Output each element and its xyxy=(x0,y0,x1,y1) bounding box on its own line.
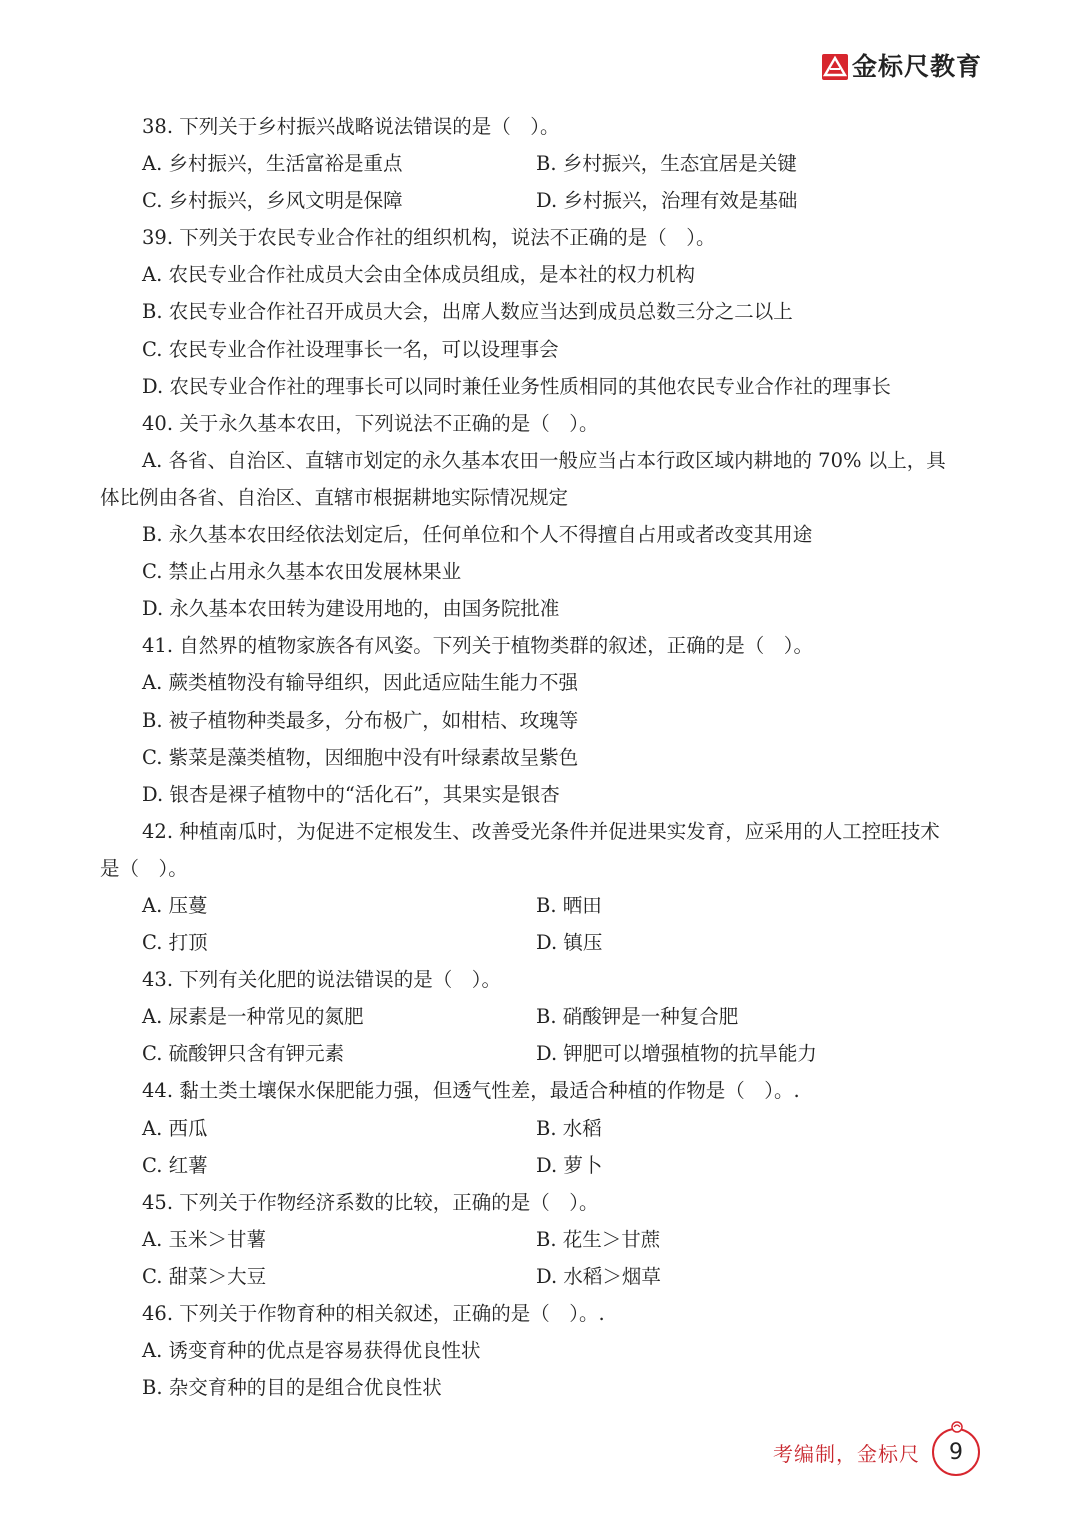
option-a: A. 玉米＞甘薯 xyxy=(142,1227,266,1251)
option-a: A. 各省、自治区、直辖市划定的永久基本农田一般应当占本行政区域内耕地的 70% 以上，具 xyxy=(142,448,946,472)
option-a: A. 乡村振兴，生活富裕是重点 xyxy=(142,152,403,176)
option-a: A. 蕨类植物没有输导组织，因此适应陆生能力不强 xyxy=(142,671,578,695)
option-b: B. 晒田 xyxy=(536,893,602,917)
option-c: C. 农民专业合作社设理事长一名，可以设理事会 xyxy=(142,337,559,361)
option-c: C. 甜菜＞大豆 xyxy=(142,1264,267,1288)
option-row xyxy=(100,145,982,182)
option-a-continued: 体比例由各省、自治区、直辖市根据耕地实际情况规定 xyxy=(100,485,569,509)
option-d: D. 水稻＞烟草 xyxy=(536,1264,661,1288)
option-row xyxy=(100,1147,982,1184)
option-d: D. 钾肥可以增强植物的抗旱能力 xyxy=(536,1042,817,1066)
option-row xyxy=(100,1035,982,1072)
option-c: C. 打顶 xyxy=(142,931,208,955)
option-row xyxy=(100,887,982,924)
option-b: B. 被子植物种类最多，分布极广，如柑桔、玫瑰等 xyxy=(142,708,579,732)
page-footer xyxy=(773,1428,980,1476)
question-stem: 39. 下列关于农民专业合作社的组织机构，说法不正确的是（ ）。 xyxy=(142,226,716,250)
question-list xyxy=(100,108,982,1406)
option-d: D. 永久基本农田转为建设用地的，由国务院批准 xyxy=(142,597,560,621)
option-row xyxy=(100,998,982,1035)
page-number-badge xyxy=(932,1428,980,1476)
brand-name: 金标尺教育 xyxy=(851,52,982,81)
option-c: C. 禁止占用永久基本农田发展林果业 xyxy=(142,560,462,584)
footer-slogan: 考编制，金标尺 xyxy=(773,1441,920,1466)
option-c: C. 乡村振兴，乡风文明是保障 xyxy=(142,189,403,213)
option-b: B. 永久基本农田经依法划定后，任何单位和个人不得擅自占用或者改变其用途 xyxy=(142,523,813,547)
option-d: D. 镇压 xyxy=(536,931,603,955)
option-b: B. 乡村振兴，生态宜居是关键 xyxy=(536,152,797,176)
question-stem: 38. 下列关于乡村振兴战略说法错误的是（ ）。 xyxy=(142,115,560,138)
triangle-logo-icon xyxy=(822,54,848,80)
question-stem: 44. 黏土类土壤保水保肥能力强，但透气性差，最适合种植的作物是（ ）。. xyxy=(142,1079,800,1103)
option-c: C. 紫菜是藻类植物，因细胞中没有叶绿素故呈紫色 xyxy=(142,745,579,769)
option-b: B. 水稻 xyxy=(536,1116,602,1140)
option-row xyxy=(100,1221,982,1258)
question-stem: 40. 关于永久基本农田，下列说法不正确的是（ ）。 xyxy=(142,411,599,435)
option-b: B. 农民专业合作社召开成员大会，出席人数应当达到成员总数三分之二以上 xyxy=(142,300,793,324)
option-a: A. 压蔓 xyxy=(142,893,208,917)
question-stem: 43. 下列有关化肥的说法错误的是（ ）。 xyxy=(142,968,501,992)
option-b: B. 花生＞甘蔗 xyxy=(536,1227,661,1251)
option-b: B. 硝酸钾是一种复合肥 xyxy=(536,1005,739,1029)
option-row xyxy=(100,1110,982,1147)
question-stem: 45. 下列关于作物经济系数的比较，正确的是（ ）。 xyxy=(142,1190,599,1214)
page-number: 9 xyxy=(949,1439,963,1465)
option-row xyxy=(100,924,982,961)
option-b: B. 杂交育种的目的是组合优良性状 xyxy=(142,1376,442,1400)
option-d: D. 乡村振兴，治理有效是基础 xyxy=(536,189,798,213)
question-stem: 41. 自然界的植物家族各有风姿。下列关于植物类群的叙述，正确的是（ ）。 xyxy=(142,634,813,658)
brand-logo xyxy=(822,52,982,82)
option-d: D. 银杏是裸子植物中的“活化石”，其果实是银杏 xyxy=(142,782,560,806)
question-stem-continued: 是（ ）。 xyxy=(100,856,188,880)
option-c: C. 红薯 xyxy=(142,1153,208,1177)
option-a: A. 农民专业合作社成员大会由全体成员组成，是本社的权力机构 xyxy=(142,263,695,287)
option-c: C. 硫酸钾只含有钾元素 xyxy=(142,1042,345,1066)
option-d: D. 萝卜 xyxy=(536,1153,603,1177)
option-d: D. 农民专业合作社的理事长可以同时兼任业务性质相同的其他农民专业合作社的理事长 xyxy=(142,374,891,398)
swirl-decoration-icon xyxy=(950,1420,964,1434)
option-a: A. 尿素是一种常见的氮肥 xyxy=(142,1005,364,1029)
option-row xyxy=(100,1258,982,1295)
question-stem: 42. 种植南瓜时，为促进不定根发生、改善受光条件并促进果实发育，应采用的人工控旺技术 xyxy=(142,819,940,843)
option-a: A. 西瓜 xyxy=(142,1116,208,1140)
question-stem: 46. 下列关于作物育种的相关叙述，正确的是（ ）。. xyxy=(142,1302,605,1325)
option-a: A. 诱变育种的优点是容易获得优良性状 xyxy=(142,1339,481,1363)
option-row xyxy=(100,182,982,219)
